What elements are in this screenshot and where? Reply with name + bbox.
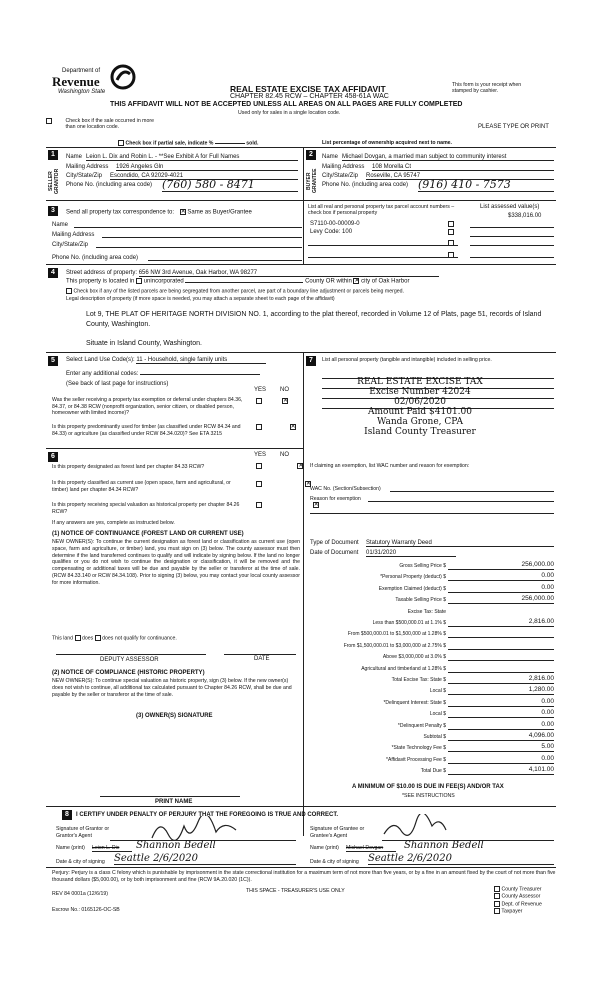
- same-as-buyer-label: Same as Buyer/Grantee: [187, 209, 252, 216]
- tax-row-value[interactable]: [448, 629, 554, 638]
- receipt-note: This form is your receipt when stamped by cashier.: [452, 82, 522, 94]
- parcel-1-checkbox[interactable]: [448, 221, 454, 227]
- reason-label: Reason for exemption: [310, 496, 361, 502]
- s6-no-header: NO: [280, 452, 289, 458]
- tax-row-value[interactable]: [448, 664, 554, 673]
- multi-location-row: [46, 118, 165, 130]
- additional-codes-row: [66, 371, 260, 377]
- seller-phone-field[interactable]: (760) 580 - 8471: [162, 178, 298, 192]
- buyer-phone-label: Phone No. (including area code): [322, 182, 409, 188]
- s5-q2-no-checkbox[interactable]: [290, 424, 296, 430]
- tax-row-label: Above $3,000,000 at 3.0% $: [382, 654, 446, 661]
- notice-1-title: (1) NOTICE OF CONTINUANCE (FOREST LAND OR CURRENT USE): [52, 531, 244, 537]
- date-doc-field[interactable]: 01/31/2020: [366, 550, 456, 557]
- located-label: This property is located in: [66, 278, 135, 285]
- tax-row: [310, 709, 558, 720]
- situate-line: Situate in Island County, Washington.: [86, 340, 202, 347]
- grantor-print-hand: Shannon Bedell: [136, 840, 216, 851]
- corr-mailing-field[interactable]: [102, 237, 302, 238]
- land-use-label: Select Land Use Code(s):: [66, 357, 135, 363]
- s5-q1-yes-checkbox[interactable]: [256, 398, 262, 404]
- grantee-print-row: [310, 840, 554, 851]
- copy-taxpayer-checkbox[interactable]: [494, 908, 500, 914]
- tax-row-label: Subtotal $: [423, 734, 446, 740]
- land-use-row: [66, 357, 266, 364]
- s5-q1-no-checkbox[interactable]: [282, 398, 288, 404]
- street-label: Street address of property:: [66, 270, 138, 276]
- corr-phone-label: Phone No. (including area code): [52, 255, 139, 261]
- parcel-number[interactable]: S7110-00-00009-0: [310, 221, 360, 227]
- tax-row-label: Gross Selling Price $: [399, 563, 446, 569]
- stamp-line-5: Wanda Grone, CPA: [377, 417, 463, 427]
- tax-row-label: Exemption Claimed (deduct) $: [378, 585, 446, 592]
- s6-yes-header: YES: [254, 452, 267, 458]
- revenue-seal-icon: [110, 64, 136, 90]
- section-3-number: 3: [48, 206, 58, 216]
- print-name-label: PRINT NAME: [155, 799, 193, 805]
- tax-row: [310, 629, 558, 640]
- section-4-number: 4: [48, 268, 58, 278]
- seller-mailing-field[interactable]: 1926 Angeles Gln: [116, 164, 298, 171]
- revenue-wordmark: Revenue: [52, 74, 100, 89]
- seller-city-label: City/State/Zip: [66, 173, 103, 179]
- tax-row-label: Local $: [429, 688, 446, 695]
- this-land-label: This land: [52, 635, 74, 642]
- unincorporated-label: unincorporated: [143, 278, 184, 285]
- tax-row-value[interactable]: 0.00: [448, 572, 554, 581]
- grantor-print-field[interactable]: Leion L. Dix: [92, 845, 132, 852]
- type-doc-row: [310, 540, 554, 546]
- partial-sale-label: Check box if partial sale, indicate %: [125, 140, 214, 147]
- deputy-date-label: DATE: [254, 656, 270, 662]
- segregated-checkbox[interactable]: [66, 288, 72, 294]
- wac-label: WAC No. (Section/Subsection): [310, 486, 381, 492]
- parcel-4-checkbox[interactable]: [448, 252, 454, 258]
- s5-q1: Was the seller receiving a property tax exemption or deferral under chapters 84.36, 84.37, or 84.38 RCW (nonprofit organization, senior citizen, or disabled person, homeowner with limited income)?: [52, 397, 243, 416]
- copy-dor-checkbox[interactable]: [494, 901, 500, 907]
- grantor-print-label: Name (print): [56, 845, 85, 851]
- form-title: REAL ESTATE EXCISE TAX AFFIDAVIT: [230, 84, 386, 94]
- wac-row: [310, 486, 554, 492]
- reason-row: [310, 496, 554, 502]
- tax-row-label: *Affidavit Processing Fee $: [386, 756, 446, 763]
- copy-treasurer-label: County Treasurer: [501, 886, 542, 893]
- date-doc-row: [310, 550, 554, 556]
- tax-row: [310, 686, 558, 697]
- deputy-sig-line[interactable]: [56, 654, 206, 655]
- partial-sold-label: sold.: [246, 140, 259, 147]
- seller-mailing-label: Mailing Address: [66, 164, 109, 170]
- send-correspondence-label: Send all property tax correspondence to:: [66, 209, 175, 216]
- tax-row-label: Excise Tax: State: [407, 608, 446, 615]
- street-field[interactable]: 656 NW 3rd Avenue, Oak Harbor, WA 98277: [139, 270, 439, 277]
- tax-row-label: *Delinquent Interest: State $: [383, 699, 446, 706]
- tax-row: [310, 561, 558, 572]
- certify-statement: I CERTIFY UNDER PENALTY OF PERJURY THAT THE FOREGOING IS TRUE AND CORRECT.: [76, 812, 339, 818]
- buyer-mailing-label: Mailing Address: [322, 164, 365, 170]
- grantee-signature-icon: [380, 814, 450, 842]
- corr-city-label: City/State/Zip: [52, 242, 89, 248]
- does-not-checkbox[interactable]: [95, 635, 101, 641]
- treasurer-use-label: THIS SPACE - TREASURER'S USE ONLY: [246, 888, 345, 894]
- reason-field[interactable]: [368, 501, 554, 502]
- parcel-2-checkbox[interactable]: [448, 229, 454, 235]
- corr-name-label: Name: [52, 222, 69, 228]
- dept-line: Department of: [62, 68, 101, 74]
- copy-treasurer-checkbox[interactable]: [494, 886, 500, 892]
- section-7-number: 7: [306, 356, 316, 366]
- single-use-note: Used only for sales in a single location code.: [238, 110, 341, 116]
- notice-2-text: NEW OWNER(S): To continue special valuation as historic property, sign (3) below. If the new owner(s) does not wish to continue, all additional tax calculated pursuant to Chapter 84.26 RCW, shall be due and payable by the seller or transferor at the time of sale.: [52, 678, 292, 698]
- tax-row-value[interactable]: [448, 641, 554, 650]
- partial-sale-row: [118, 140, 258, 146]
- s5-no-header: NO: [280, 387, 289, 393]
- tax-row-value[interactable]: 4,101.00: [448, 766, 554, 775]
- multi-location-label: Check box if the sale occurred in more than one location code.: [65, 118, 154, 130]
- section-1-fields: [66, 154, 298, 194]
- grantee-print-hand: Shannon Bedell: [404, 840, 484, 851]
- tax-row: [310, 721, 558, 732]
- land-use-field[interactable]: 11 - Household, single family units: [136, 357, 266, 364]
- county-or-label: County OR within: [305, 278, 352, 285]
- exemption-claim-label: If claiming an exemption, list WAC number and reason for exemption:: [310, 463, 470, 469]
- s6-q2: Is this property classified as current use (open space, farm and agricultural, or timber) land per chapter 84.34 RCW?: [52, 480, 231, 493]
- date-doc-label: Date of Document: [310, 550, 359, 556]
- tax-row-value[interactable]: 1,280.00: [448, 686, 554, 695]
- assessed-header: List assessed value(s): [480, 204, 540, 210]
- tax-row-label: Less than $500,000.01 at 1.1% $: [372, 620, 446, 626]
- copy-taxpayer-label: Taxpayer: [501, 908, 523, 915]
- tax-row-value[interactable]: 2,816.00: [448, 675, 554, 684]
- tax-row: [310, 743, 558, 754]
- stamp-line-3: 02/06/2020: [394, 397, 446, 407]
- tax-row-label: Agricultural and timberland at 1.28% $: [361, 665, 446, 672]
- corr-mailing-label: Mailing Address: [52, 232, 95, 238]
- tax-row: [310, 652, 558, 663]
- copy-assessor-label: County Assessor: [501, 893, 541, 900]
- if-yes-note: If any answers are yes, complete as instructed below.: [52, 520, 175, 526]
- tax-row-label: *Personal Property (deduct) $: [380, 574, 446, 581]
- tax-row: [310, 755, 558, 766]
- tax-row: [310, 641, 558, 652]
- tax-row: [310, 595, 558, 606]
- section-2-fields: [322, 154, 554, 194]
- tax-row-value[interactable]: 0.00: [448, 755, 554, 764]
- buyer-city-field[interactable]: Roseville, CA 95747: [366, 173, 554, 180]
- tax-row-value[interactable]: 0.00: [448, 709, 554, 718]
- unincorporated-checkbox[interactable]: [136, 278, 142, 284]
- tax-row: [310, 584, 558, 595]
- tax-row-value[interactable]: 0.00: [448, 721, 554, 730]
- send-correspondence-row: [66, 209, 252, 216]
- tax-row-label: *Delinquent Penalty $: [397, 722, 446, 729]
- tax-row-value[interactable]: 5.00: [448, 743, 554, 752]
- buyer-name-label: Name: [322, 154, 339, 160]
- grantee-date-row: [310, 853, 554, 865]
- tax-row: [310, 607, 558, 618]
- this-land-row: [52, 635, 177, 641]
- grantee-sig-label: Signature of Grantee or Grantee's Agent: [310, 826, 365, 839]
- tax-row-label: *State Technology Fee $: [391, 745, 446, 752]
- grantor-date-row: [56, 853, 296, 865]
- please-type: PLEASE TYPE OR PRINT: [478, 124, 549, 130]
- tax-row-value[interactable]: 0.00: [448, 698, 554, 707]
- type-doc-label: Type of Document: [310, 540, 359, 546]
- see-back-note: (See back of last page for instructions): [66, 381, 169, 387]
- stamp-line-6: Island County Treasurer: [364, 427, 476, 437]
- tax-row: [310, 698, 558, 709]
- parcel-header: List all real and personal property tax parcel account numbers – check box if personal property: [308, 204, 455, 216]
- s6-q2-yes-checkbox[interactable]: [256, 481, 262, 487]
- grantor-sig-label: Signature of Grantor or Grantor's Agent: [56, 826, 110, 839]
- section-3-fields: [52, 222, 302, 265]
- tax-row-label: Local $: [429, 711, 446, 718]
- grantor-date-field[interactable]: Seattle 2/6/2020: [114, 853, 296, 865]
- buyer-phone-field[interactable]: (916) 410 - 7573: [418, 178, 554, 192]
- tax-row-label: Total Excise Tax: State $: [391, 677, 446, 683]
- s6-q1-yes-checkbox[interactable]: [256, 463, 262, 469]
- tax-row-value[interactable]: 256,000.00: [448, 595, 554, 604]
- section-5-number: 5: [48, 356, 58, 366]
- grantor-date-label: Date & city of signing: [56, 859, 105, 865]
- notice-2-title: (2) NOTICE OF COMPLIANCE (HISTORIC PROPERTY): [52, 670, 205, 676]
- tax-row: [310, 732, 558, 743]
- levy-code: Levy Code: 100: [310, 229, 353, 235]
- section-2-number: 2: [306, 150, 316, 160]
- city-checkbox[interactable]: [353, 278, 359, 284]
- street-row: [66, 270, 439, 277]
- notice-1-text: NEW OWNER(S): To continue the current designation as forest land or classification as current use (open space, farm and agriculture, or timber) land, you must sign on (3) below. The county assessor must then determine if the land transferred continues to qualify and will indicate by signing below. If the land no longer qualifies or you do not wish to continue the designation or classification, it will be removed and the compensating or additional taxes will be due and payable by the seller or transferor at the time of sale. (RCW 84.33.140 or RCW 84.34.108). Prior to signing (3) below, you may contact your local county assessor for more information.: [52, 539, 300, 586]
- owner-sig-label: (3) OWNER(S) SIGNATURE: [136, 713, 213, 719]
- buyer-mailing-field[interactable]: 108 Morella Ct: [372, 164, 554, 171]
- tax-row-value[interactable]: 4,096.00: [448, 732, 554, 741]
- buyer-grantee-label: BUYER GRANTEE: [306, 168, 318, 194]
- s6-q1-no-checkbox[interactable]: [297, 463, 303, 469]
- tax-row-label: From $1,500,000.01 to $3,000,000 at 2.75% $: [343, 642, 446, 649]
- copy-dor-label: Dept. of Revenue: [501, 901, 542, 908]
- legal-label: Legal description of property (if more space is needed, you may attach a separate sheet to each page of the affidavit): [66, 296, 335, 302]
- stamp-line-2: Excise Number 42024: [369, 387, 471, 397]
- copy-assessor-checkbox[interactable]: [494, 893, 500, 899]
- additional-codes-field[interactable]: [140, 374, 260, 375]
- stamp-line-1: REAL ESTATE EXCISE TAX: [357, 377, 483, 387]
- personal-property-label: List all personal property (tangible and intangible) included in selling price.: [322, 357, 492, 363]
- tax-row-label: Total Due $: [420, 768, 446, 775]
- corr-city-field[interactable]: [96, 247, 302, 248]
- stamp-line-4: Amount Paid $4101.00: [368, 407, 472, 417]
- tax-row: [310, 618, 558, 629]
- seller-city-field[interactable]: Escondido, CA 92029-4021: [110, 173, 298, 180]
- s6-q3-yes-checkbox[interactable]: [256, 502, 262, 508]
- seller-name-label: Name: [66, 154, 83, 160]
- same-as-buyer-checkbox[interactable]: [180, 209, 186, 215]
- type-doc-field[interactable]: Statutory Warranty Deed: [366, 540, 554, 547]
- section-1-number: 1: [48, 150, 58, 160]
- s6-q3: Is this property receiving special valuation as historical property per chapter 84.26 RCW?: [52, 502, 240, 515]
- buyer-city-label: City/State/Zip: [322, 173, 359, 179]
- does-checkbox[interactable]: [75, 635, 81, 641]
- buyer-name-field[interactable]: Michael Dovgan, a married man subject to community interest: [342, 154, 554, 161]
- tax-row-label: From $500,000.01 to $1,500,000 at 1.28% $: [347, 631, 446, 638]
- tax-row: [310, 675, 558, 686]
- state-line: Washington State: [58, 89, 106, 95]
- form-notice: THIS AFFIDAVIT WILL NOT BE ACCEPTED UNLESS ALL AREAS ON ALL PAGES ARE FULLY COMPLETED: [110, 101, 463, 108]
- assessed-value[interactable]: $338,016.00: [508, 213, 542, 219]
- grantee-print-label: Name (print): [310, 845, 339, 851]
- city-label: city of Oak Harbor: [361, 278, 410, 285]
- grantor-print-row: [56, 840, 296, 851]
- does-label: does: [81, 635, 94, 642]
- see-instructions: *SEE INSTRUCTIONS: [402, 793, 455, 799]
- revenue-logo: [52, 64, 142, 102]
- tax-row-value[interactable]: 2,816.00: [448, 618, 554, 627]
- s5-yes-header: YES: [254, 387, 267, 393]
- tax-row: [310, 766, 558, 777]
- s5-q2: Is this property predominantly used for timber (as classified under RCW 84.34 and 84.33) or agriculture (as classified under RCW 84.34.020)? See ETA 3215: [52, 424, 241, 437]
- additional-codes-label: Enter any additional codes:: [66, 371, 139, 377]
- section-8-number: 8: [62, 810, 72, 820]
- seller-name-field[interactable]: Leion L. Dix and Robin L. - **See Exhibit A for Full Names: [86, 154, 298, 161]
- tax-row-label: Taxable Selling Price $: [395, 597, 446, 604]
- s6-q1: Is this property designated as forest land per chapter 84.33 RCW?: [52, 464, 205, 470]
- tax-row-value[interactable]: 256,000.00: [448, 561, 554, 570]
- multi-location-checkbox[interactable]: [46, 118, 52, 124]
- seller-grantor-label: SELLER GRANTOR: [48, 168, 60, 194]
- ownership-note: List percentage of ownership acquired next to name.: [322, 140, 453, 146]
- grantee-print-field[interactable]: Michael Dovgan: [346, 845, 396, 852]
- corr-phone-field[interactable]: [148, 260, 302, 261]
- tax-row: [310, 572, 558, 583]
- corr-name-field[interactable]: [74, 227, 302, 228]
- segregated-label: Check box if any of the listed parcels are being segregated from another parcel, are part of a boundary line adjustment or parcels being merged.: [73, 288, 404, 295]
- does-not-label: does not qualify for continuance.: [102, 635, 177, 642]
- deputy-label: DEPUTY ASSESSOR: [100, 657, 159, 663]
- s5-q2-yes-checkbox[interactable]: [256, 424, 262, 430]
- s6-q3-no-checkbox[interactable]: [313, 502, 319, 508]
- tax-row-value[interactable]: 0.00: [448, 584, 554, 593]
- tax-row: [310, 664, 558, 675]
- deputy-date-line[interactable]: [224, 654, 296, 655]
- parcel-3-checkbox[interactable]: [448, 240, 454, 246]
- wac-field[interactable]: [390, 491, 554, 492]
- grantee-date-field[interactable]: Seattle 2/6/2020: [368, 853, 554, 865]
- grantee-date-label: Date & city of signing: [310, 859, 359, 865]
- seller-phone-label: Phone No. (including area code): [66, 182, 153, 188]
- segregated-row: [66, 288, 404, 294]
- located-row: [66, 278, 409, 285]
- print-name-line[interactable]: [100, 796, 240, 797]
- legal-description[interactable]: Lot 9, THE PLAT OF HERITAGE NORTH DIVISION NO. 1, according to the plat thereof, recorded in Volume 12 of Plats, page 51, records of Island County, Washington.: [86, 311, 542, 328]
- partial-sale-checkbox[interactable]: [118, 140, 124, 146]
- form-chapter: CHAPTER 82.45 RCW – CHAPTER 458-61A WAC: [230, 93, 389, 100]
- escrow-number: Escrow No.: 0165126-OC-SB: [52, 907, 120, 913]
- rev-number: REV 84 0001a (12/6/19): [52, 891, 108, 897]
- copies-list: [494, 886, 542, 916]
- tax-calc-table: [310, 561, 558, 781]
- tax-row-value[interactable]: [448, 652, 554, 661]
- perjury-note: Perjury: Perjury is a class C felony which is punishable by imprisonment in the state correctional institution for a maximum term of not more than five years, or by a fine in an amount fixed by the court of not more than five thousand dollars ($5,000.00), or by both imprisonment and fine (RCW 9A.20.020 (1C)).: [52, 870, 556, 883]
- section-6-number: 6: [48, 452, 58, 462]
- minimum-note: A MINIMUM OF $10.00 IS DUE IN FEE(S) AND/OR TAX: [352, 784, 504, 790]
